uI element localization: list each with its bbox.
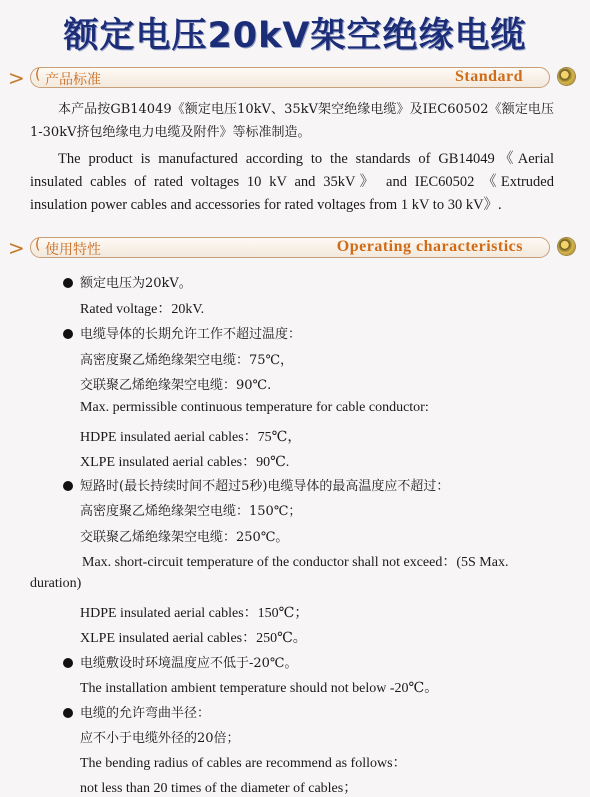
list-item: 额定电压为20kV。 — [80, 276, 192, 291]
chevron-right-icon: > — [8, 66, 25, 90]
list-item-text: 交联聚乙烯绝缘架空电缆：90℃. — [80, 378, 272, 393]
list-item-text: 高密度聚乙烯绝缘架空电缆：75℃， — [80, 353, 294, 368]
section-header-standard — [0, 66, 590, 92]
standard-paragraph-en: The product is manufactured according to the standards of GB14049《Aerial insulated cables of rated voltages 10 kV and 35kV》 and IEC60502 《Extruded insulation power cables and accessories for rated voltages from 1 kV to 30 kV》. — [30, 151, 554, 213]
list-item: 短路时(最长持续时间不超过5秒)电缆导体的最高温度应不超过： — [80, 479, 450, 494]
list-item-text: Max. permissible continuous temperature for cable conductor: — [80, 400, 429, 415]
list-item-text: XLPE insulated aerial cables：90℃. — [80, 455, 290, 470]
bullet-icon — [63, 658, 73, 668]
list-item: 电缆敷设时环境温度应不低于-20℃。 — [80, 656, 298, 671]
list-item-text: XLPE insulated aerial cables：250℃。 — [80, 631, 307, 646]
section-title-cn: 使用特性 — [45, 242, 101, 258]
list-item-text: Max. short-circuit temperature of the conductor shall not exceed：(5S Max. — [82, 555, 509, 570]
section-header-operating — [0, 236, 590, 262]
list-item: 电缆的允许弯曲半径： — [80, 706, 211, 721]
bullet-icon — [63, 481, 73, 491]
section-pill — [30, 237, 550, 258]
list-item-text: HDPE insulated aerial cables：150℃； — [80, 606, 309, 621]
list-item-text: not less than 20 times of the diameter of cables； — [80, 781, 358, 796]
chevron-right-icon: > — [8, 236, 25, 260]
list-item-text: 应不小于电缆外径的20倍； — [80, 731, 240, 746]
coin-icon — [558, 68, 575, 85]
section-title-cn: 产品标准 — [45, 72, 101, 88]
bullet-icon — [63, 278, 73, 288]
list-item-text: The bending radius of cables are recommend as follows： — [80, 756, 407, 771]
list-item-text: 交联聚乙烯绝缘架空电缆：250℃。 — [80, 530, 289, 545]
paren-decoration: ( — [35, 237, 41, 253]
list-item-text: duration) — [30, 576, 82, 591]
section-title-en: Operating characteristics — [336, 238, 523, 255]
list-item-text: HDPE insulated aerial cables：75℃， — [80, 430, 302, 445]
bullet-icon — [63, 708, 73, 718]
section-title-en: Standard — [454, 68, 523, 85]
page-title: 额定电压20kV架空绝缘电缆 — [63, 16, 527, 56]
list-item-text: 高密度聚乙烯绝缘架空电缆：150℃； — [80, 504, 302, 519]
list-item: 电缆导体的长期允许工作不超过温度： — [80, 327, 302, 342]
list-item-text: Rated voltage：20kV. — [80, 302, 205, 317]
standard-paragraph-cn: 本产品按GB14049《额定电压10kV、35kV架空绝缘电缆》及IEC60502《额定电压1-30kV挤包绝缘电力电缆及附件》等标准制造。 — [30, 102, 554, 140]
bullet-icon — [63, 329, 73, 339]
coin-icon — [558, 238, 575, 255]
list-item-text: The installation ambient temperature should not below -20℃。 — [80, 681, 439, 696]
section-pill — [30, 67, 550, 88]
paren-decoration: ( — [35, 67, 41, 83]
